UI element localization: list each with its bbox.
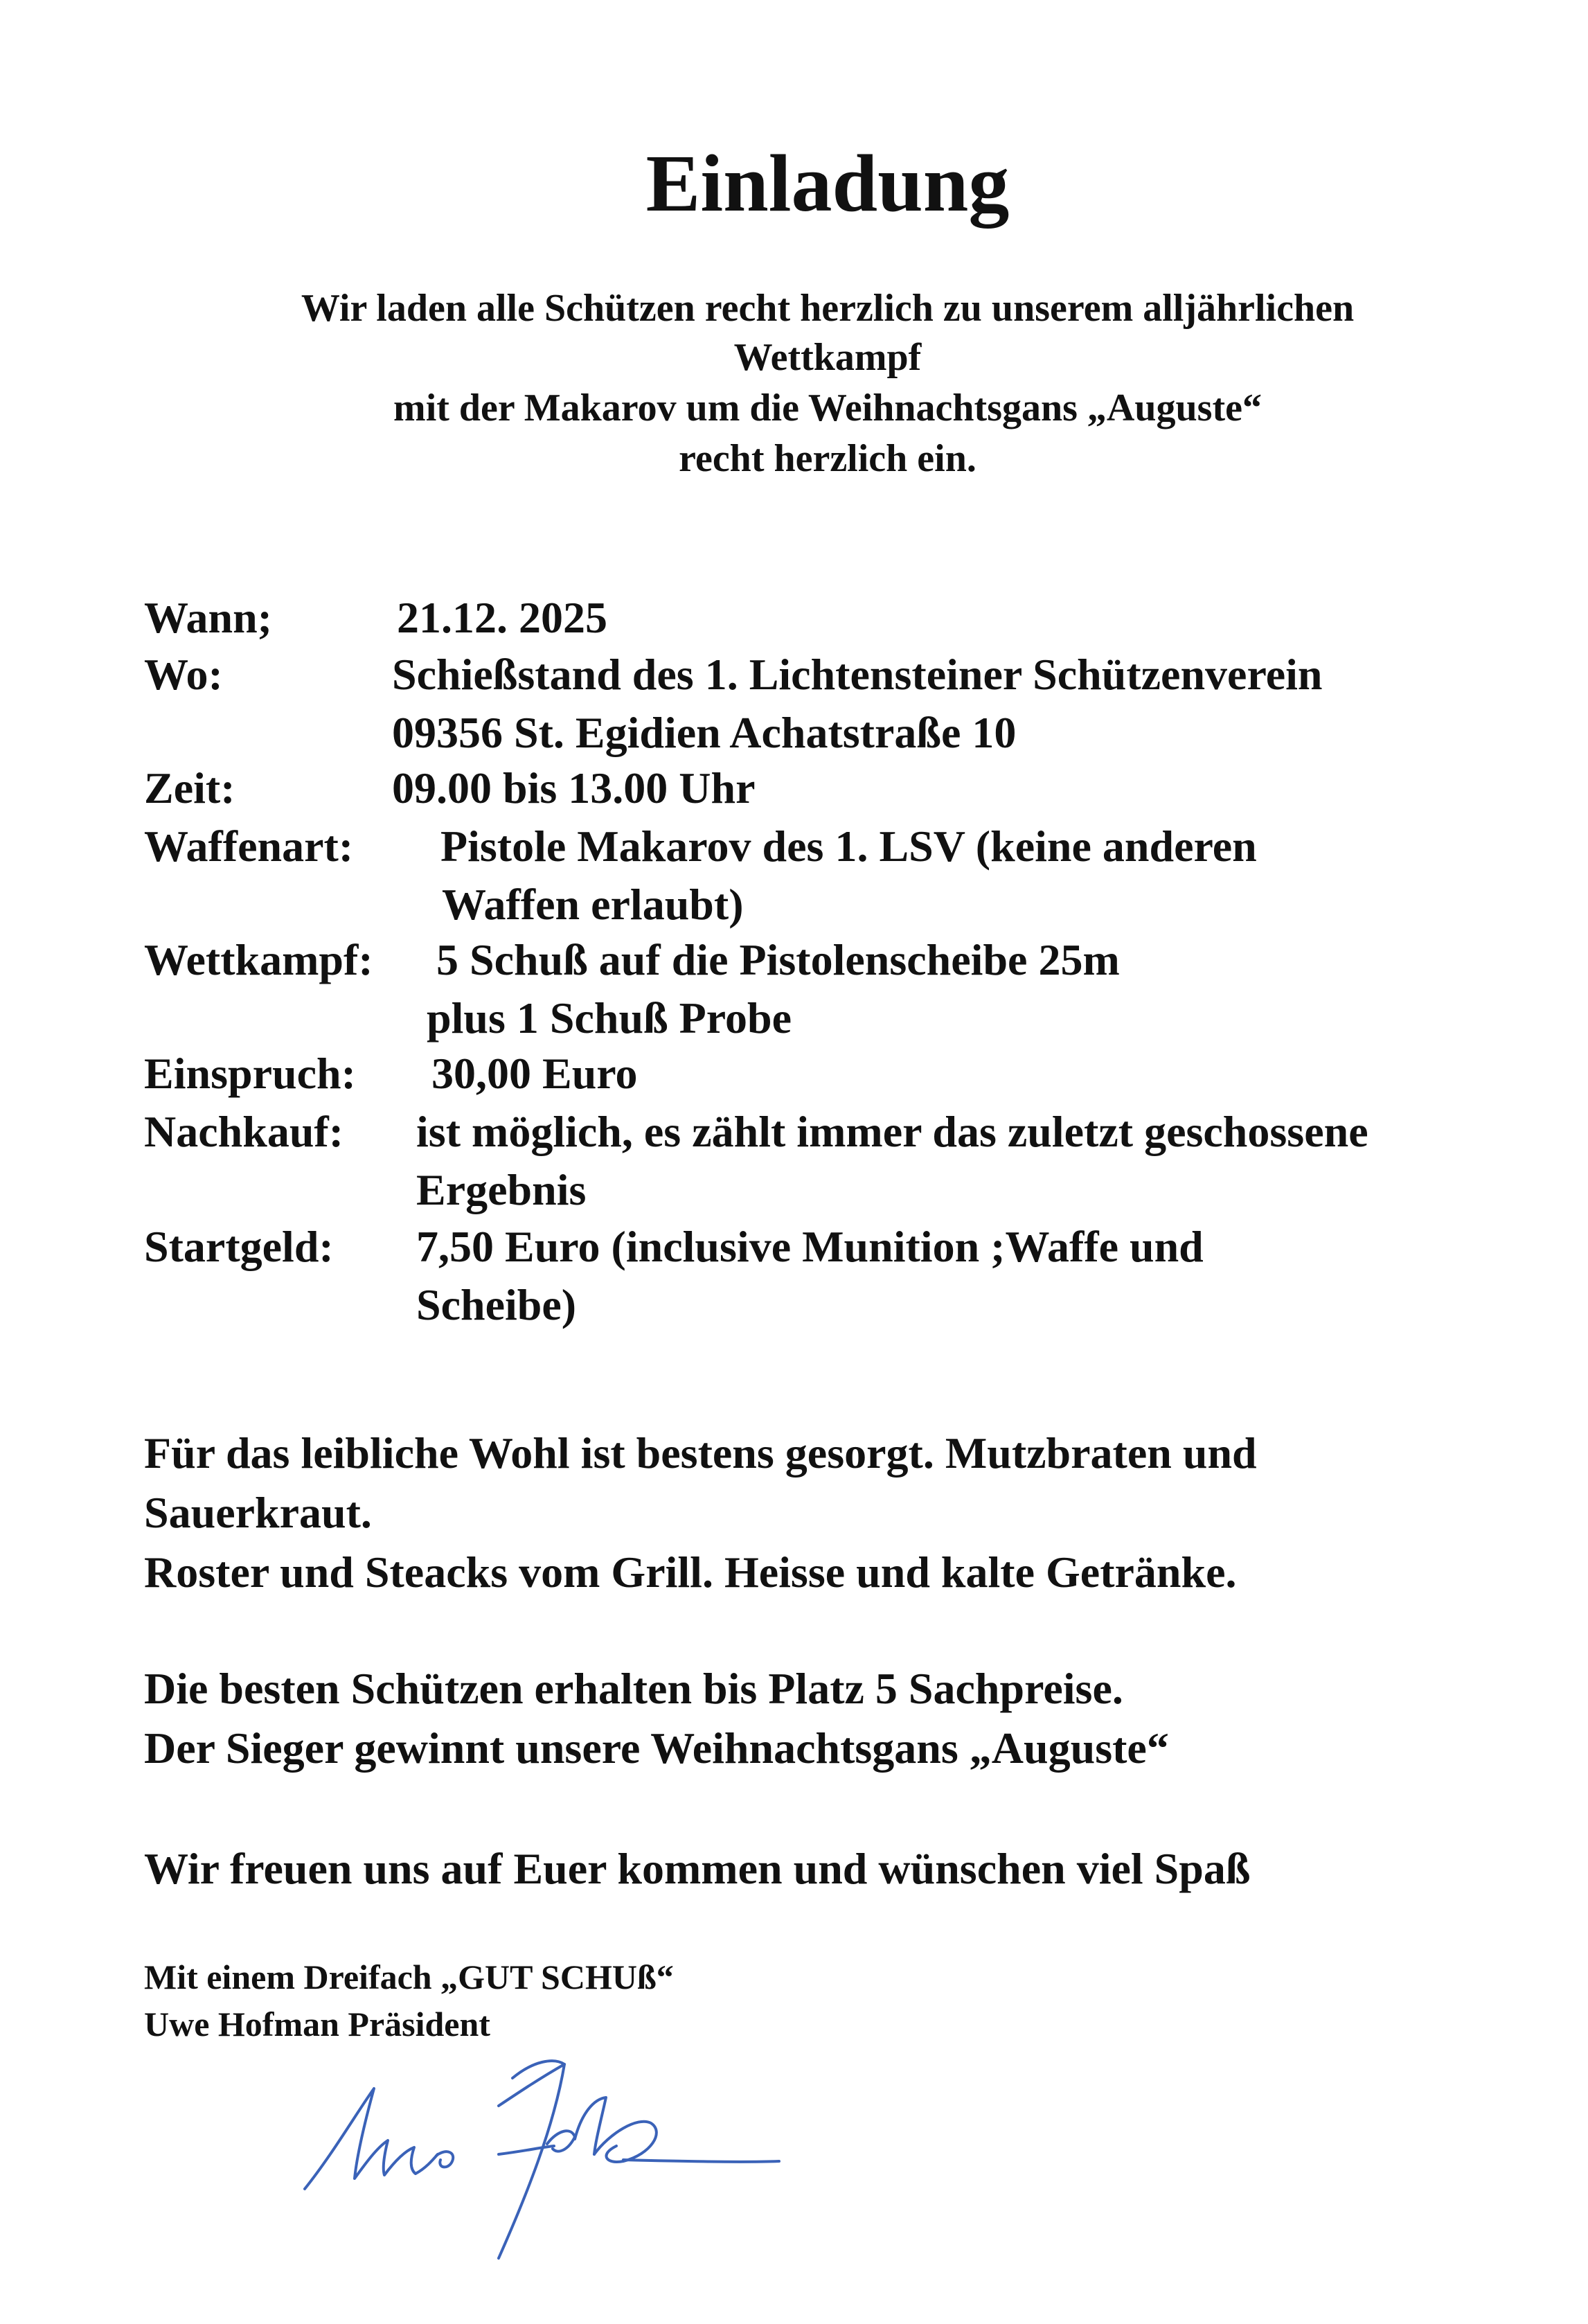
closing-block bbox=[144, 1953, 674, 2048]
detail-label: Einspruch: bbox=[144, 1049, 356, 1098]
detail-value: 09356 St. Egidien Achatstraße 10 bbox=[392, 708, 1017, 757]
detail-label: Zeit: bbox=[144, 763, 235, 813]
prizes-paragraph bbox=[144, 1659, 1543, 1778]
detail-value: Waffen erlaubt) bbox=[442, 880, 744, 929]
intro-line: Wir laden alle Schützen recht herzlich zu unserem alljährlichen bbox=[301, 287, 1355, 330]
catering-paragraph bbox=[144, 1423, 1543, 1602]
intro-paragraph bbox=[104, 283, 1551, 485]
document-title: Einladung bbox=[645, 138, 1010, 229]
catering-line: Für das leibliche Wohl ist bestens gesorgt. Mutzbraten und bbox=[144, 1428, 1257, 1478]
intro-line: mit der Makarov um die Weihnachtsgans „Auguste“ bbox=[393, 387, 1262, 429]
detail-row-waffenart bbox=[144, 817, 1571, 931]
detail-value: plus 1 Schuß Probe bbox=[427, 993, 792, 1043]
event-details bbox=[144, 589, 1571, 1333]
detail-row-wann bbox=[144, 589, 1571, 646]
intro-line: recht herzlich ein. bbox=[679, 437, 976, 480]
detail-value: 5 Schuß auf die Pistolenscheibe 25m bbox=[436, 935, 1120, 984]
closing-greeting: Mit einem Dreifach „GUT SCHUß“ bbox=[144, 1958, 674, 1996]
detail-label: Waffenart: bbox=[144, 822, 354, 871]
detail-value: Scheibe) bbox=[416, 1280, 577, 1329]
detail-value: ist möglich, es zählt immer das zuletzt geschossene bbox=[416, 1107, 1368, 1156]
detail-label: Wann; bbox=[144, 593, 272, 642]
detail-row-einspruch bbox=[144, 1045, 1571, 1103]
handwritten-signature bbox=[291, 2050, 789, 2265]
detail-value: Schießstand des 1. Lichtensteiner Schützenverein bbox=[392, 650, 1323, 699]
detail-label: Startgeld: bbox=[144, 1222, 334, 1271]
detail-label: Wettkampf: bbox=[144, 935, 373, 984]
detail-row-zeit bbox=[144, 759, 1571, 817]
detail-label: Wo: bbox=[144, 650, 223, 699]
detail-value: 09.00 bis 13.00 Uhr bbox=[392, 763, 756, 813]
detail-value: 30,00 Euro bbox=[431, 1049, 638, 1098]
detail-value: Ergebnis bbox=[416, 1165, 587, 1214]
prizes-line: Die besten Schützen erhalten bis Platz 5 Sachpreise. bbox=[144, 1664, 1123, 1713]
intro-line: Wettkampf bbox=[733, 336, 922, 379]
detail-row-wo bbox=[144, 646, 1571, 759]
prizes-line: Der Sieger gewinnt unsere Weihnachtsgans „Auguste“ bbox=[144, 1723, 1169, 1773]
farewell-line bbox=[144, 1839, 1543, 1899]
detail-value: 21.12. 2025 bbox=[397, 593, 607, 642]
detail-value: 7,50 Euro (inclusive Munition ;Waffe und bbox=[416, 1222, 1204, 1271]
farewell-text: Wir freuen uns auf Euer kommen und wünschen viel Spaß bbox=[144, 1844, 1251, 1893]
detail-value: Pistole Makarov des 1. LSV (keine anderen bbox=[440, 822, 1257, 871]
closing-signatory: Uwe Hofman Präsident bbox=[144, 2005, 490, 2043]
detail-row-startgeld bbox=[144, 1218, 1571, 1333]
detail-label: Nachkauf: bbox=[144, 1107, 344, 1156]
detail-row-nachkauf bbox=[144, 1103, 1571, 1218]
catering-line: Sauerkraut. bbox=[144, 1488, 372, 1537]
catering-line: Roster und Steacks vom Grill. Heisse und kalte Getränke. bbox=[144, 1547, 1237, 1597]
detail-row-wettkampf bbox=[144, 931, 1571, 1045]
